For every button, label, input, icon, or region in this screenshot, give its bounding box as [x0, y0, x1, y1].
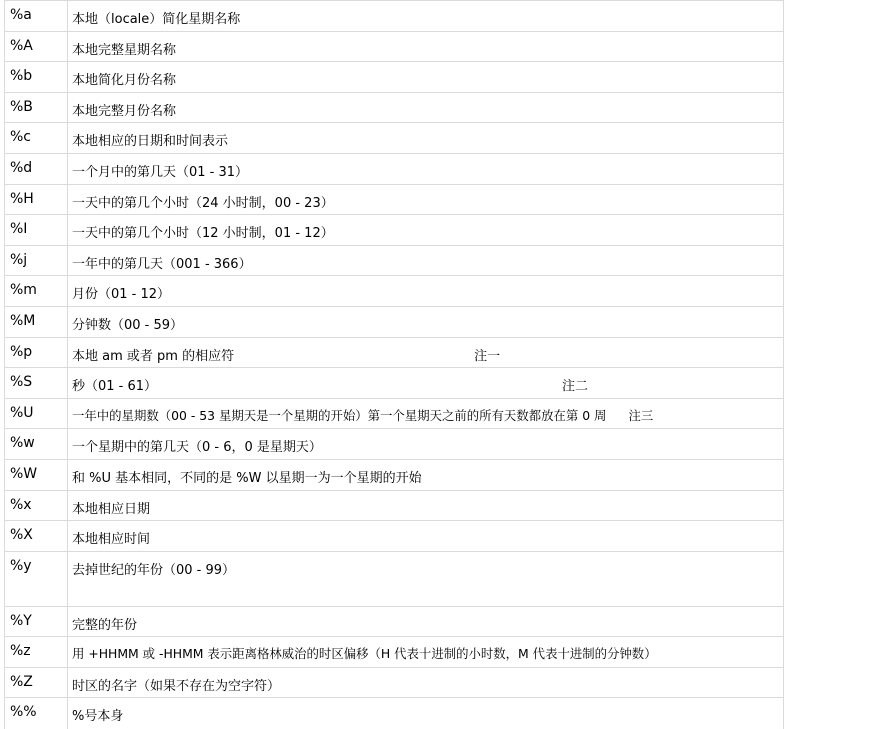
footnote-marker: 注三	[628, 407, 654, 423]
format-description	[68, 337, 784, 368]
description-text: 一个月中的第几天（01 - 31）	[72, 164, 249, 180]
format-code: %Z	[5, 667, 68, 698]
format-code: %S	[5, 368, 68, 399]
description-text: 本地相应日期	[72, 501, 151, 517]
format-description	[68, 1, 784, 32]
format-code: %I	[5, 215, 68, 246]
table-row	[5, 31, 784, 62]
format-description	[68, 306, 784, 337]
format-description	[68, 62, 784, 93]
format-code: %w	[5, 429, 68, 460]
description-text: 一天中的第几个小时（24 小时制，00 - 23）	[72, 195, 334, 211]
table-row	[5, 667, 784, 698]
description-text: 一年中的星期数（00 - 53 星期天是一个星期的开始）第一个星期天之前的所有天数都放在第 0 周	[72, 407, 607, 423]
description-text: 完整的年份	[72, 617, 138, 633]
description-text: 用 +HHMM 或 -HHMM 表示距离格林威治的时区偏移（H 代表十进制的小时数，M 代表十进制的分钟数）	[72, 646, 657, 662]
format-description	[68, 398, 784, 429]
format-code: %z	[5, 637, 68, 668]
table-row	[5, 490, 784, 521]
format-description	[68, 215, 784, 246]
format-code: %H	[5, 184, 68, 215]
table-row	[5, 276, 784, 307]
format-code: %U	[5, 398, 68, 429]
format-code: %p	[5, 337, 68, 368]
format-code: %%	[5, 698, 68, 729]
description-text: 秒（01 - 61）	[72, 379, 158, 395]
format-description	[68, 490, 784, 521]
table-row	[5, 153, 784, 184]
format-code: %m	[5, 276, 68, 307]
description-text: 本地简化月份名称	[72, 73, 177, 89]
table-row	[5, 123, 784, 154]
format-description	[68, 245, 784, 276]
table-row	[5, 245, 784, 276]
format-description	[68, 184, 784, 215]
format-code: %b	[5, 62, 68, 93]
format-description	[68, 368, 784, 399]
description-text: %号本身	[72, 709, 124, 725]
format-description	[68, 31, 784, 62]
format-description	[68, 429, 784, 460]
description-text: 一年中的第几天（001 - 366）	[72, 256, 252, 272]
table-row	[5, 306, 784, 337]
footnote-marker: 注一	[474, 348, 501, 364]
format-code: %A	[5, 31, 68, 62]
format-description	[68, 92, 784, 123]
format-code: %a	[5, 1, 68, 32]
format-code: %X	[5, 521, 68, 552]
format-description	[68, 551, 784, 606]
description-text: 时区的名字（如果不存在为空字符）	[72, 678, 281, 694]
format-code: %Y	[5, 606, 68, 637]
description-text: 去掉世纪的年份（00 - 99）	[72, 562, 236, 578]
format-codes-table	[4, 0, 784, 729]
table-row	[5, 698, 784, 729]
table-row	[5, 637, 784, 668]
format-code: %M	[5, 306, 68, 337]
format-code: %W	[5, 459, 68, 490]
table-row	[5, 521, 784, 552]
format-description	[68, 123, 784, 154]
description-text: 本地相应时间	[72, 532, 151, 548]
format-description	[68, 698, 784, 729]
description-text: 月份（01 - 12）	[72, 287, 171, 303]
description-text: 本地完整星期名称	[72, 42, 177, 58]
format-code: %B	[5, 92, 68, 123]
table-row	[5, 398, 784, 429]
format-description	[68, 637, 784, 668]
format-description	[68, 521, 784, 552]
description-text: 本地完整月份名称	[72, 103, 177, 119]
description-text: 一个星期中的第几天（0 - 6，0 是星期天）	[72, 440, 322, 456]
format-description	[68, 606, 784, 637]
format-code: %d	[5, 153, 68, 184]
description-text: 本地相应的日期和时间表示	[72, 134, 229, 150]
table-row	[5, 62, 784, 93]
table-row	[5, 1, 784, 32]
table-row	[5, 92, 784, 123]
table-row	[5, 459, 784, 490]
footnote-marker: 注二	[562, 379, 589, 395]
table-row	[5, 368, 784, 399]
description-text: 分钟数（00 - 59）	[72, 317, 184, 333]
format-code: %c	[5, 123, 68, 154]
description-text: 和 %U 基本相同，不同的是 %W 以星期一为一个星期的开始	[72, 470, 422, 486]
table-row	[5, 184, 784, 215]
format-description	[68, 667, 784, 698]
format-code: %j	[5, 245, 68, 276]
format-description	[68, 459, 784, 490]
table-row	[5, 551, 784, 606]
description-text: 本地 am 或者 pm 的相应符	[72, 348, 235, 364]
table-row	[5, 606, 784, 637]
format-code: %x	[5, 490, 68, 521]
table-row	[5, 337, 784, 368]
description-text: 一天中的第几个小时（12 小时制，01 - 12）	[72, 226, 334, 242]
table-row	[5, 215, 784, 246]
description-text: 本地（locale）简化星期名称	[72, 12, 241, 27]
format-description	[68, 276, 784, 307]
format-code: %y	[5, 551, 68, 606]
format-description	[68, 153, 784, 184]
table-row	[5, 429, 784, 460]
